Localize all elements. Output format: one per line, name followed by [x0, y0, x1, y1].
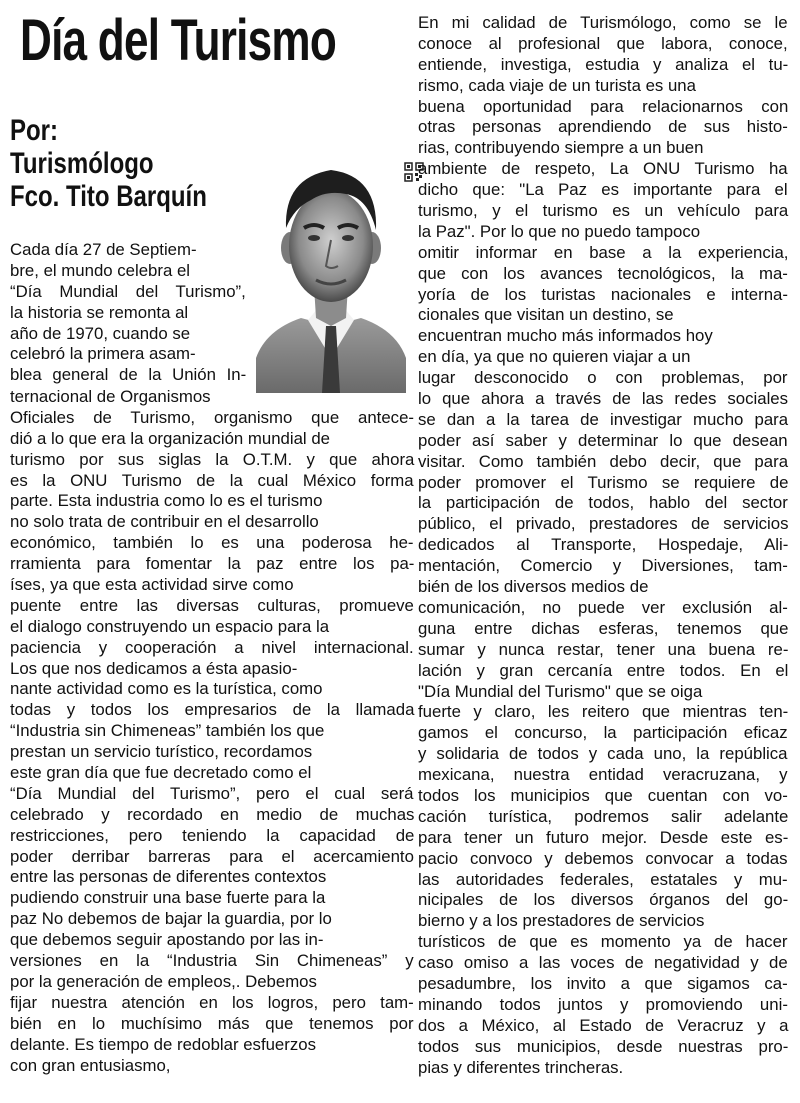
- article-text-line: pesadumbre, los invito a que sigamos ca-: [418, 973, 788, 993]
- article-text-line: “Día Mundial del Turismo”, pero el cual será: [10, 783, 414, 803]
- article-text-line: no solo trata de contribuir en el desarrollo: [10, 512, 319, 532]
- article-column-left-top: [10, 240, 246, 386]
- article-text-line: las autoridades federales, estatales y mu-: [418, 869, 788, 889]
- article-text-line: lación y gran cercanía entre todos. En el: [418, 660, 789, 680]
- author-photo: [256, 158, 406, 393]
- article-text-line: que debemos seguir apostando por las in-: [10, 930, 324, 950]
- article-text-line: dos a México, al Estado de Veracruz y a: [418, 1015, 789, 1035]
- article-text-line: entre las personas de diferentes contextos: [10, 867, 327, 887]
- article-text-line: turismo, y el turismo es un vehículo para: [418, 201, 789, 221]
- article-text-line: la Paz". Por lo que no puedo tampoco: [418, 221, 701, 241]
- article-text-line: dió a lo que era la organización mundial de: [10, 428, 330, 448]
- article-text-line: parte. Esta industria como lo es el turismo: [10, 491, 323, 511]
- article-text-line: la participación de todos, hablo del sector: [418, 493, 788, 513]
- article-text-line: la historia se remonta al: [10, 302, 189, 322]
- article-text-line: caso omiso a las voces de negatividad y de: [418, 953, 788, 973]
- article-text-line: lugar desconocido o con problemas, por: [418, 368, 788, 388]
- article-text-line: íses, ya que esta actividad sirve como: [10, 575, 294, 595]
- article-text-line: encuentran mucho más informados hoy: [418, 326, 713, 346]
- article-text-line: fuerte y claro, les reitero que mientras ten-: [418, 702, 789, 722]
- article-text-line: buena oportunidad para relacionarnos con: [418, 96, 789, 116]
- article-text-line: "Día Mundial del Turismo" que se oiga: [418, 681, 703, 701]
- article-text-line: lo que ahora a través de las redes sociales: [418, 389, 789, 409]
- article-text-line: bre, el mundo celebra el: [10, 260, 191, 280]
- article-text-line: Oficiales de Turismo, organismo que antece-: [10, 407, 414, 427]
- article-text-line: todas y todos los empresarios de la llamada: [10, 700, 415, 720]
- article-text-line: sumar y nunca restar, tener una buena re-: [418, 639, 789, 659]
- article-text-line: cionales que visitan un destino, se: [418, 305, 674, 325]
- article-text-line: ternacional de Organismos: [10, 387, 211, 406]
- article-text-line: celebró la primera asam-: [10, 344, 196, 364]
- article-text-line: bién en lo muchísimo más que tenemos por: [10, 1013, 414, 1033]
- article-text-line: comunicación, no puede ver exclusión al-: [418, 597, 788, 617]
- article-text-line: mentación, Comercio y Diversiones, tam-: [418, 556, 788, 576]
- article-text-line: prestan un servicio turístico, recordamos: [10, 742, 313, 762]
- article-text-line: delante. Es tiempo de redoblar esfuerzos: [10, 1034, 316, 1054]
- article-text-line: es la ONU Turismo de la cual México forma: [10, 470, 414, 490]
- article-text-line: minando todos juntos y promoviendo uni-: [418, 994, 788, 1014]
- article-text-line: bién de los diversos medios de: [418, 577, 649, 597]
- article-text-line: por la generación de empleos,. Debemos: [10, 971, 317, 991]
- article-text-line: este gran día que fue decretado como el: [10, 763, 312, 783]
- article-text-line: blea general de la Unión In-: [10, 365, 247, 385]
- article-text-line: guna entre dichas esferas, tenemos que: [418, 618, 789, 638]
- article-text-line: bierno y a los prestadores de servicios: [418, 911, 705, 931]
- article-text-line: y solidaria de todos y cada uno, la república: [418, 744, 788, 764]
- article-text-line: “Día Mundial del Turismo”,: [10, 281, 246, 301]
- article-text-line: se dan a la tarea de investigar mucho para: [418, 409, 789, 429]
- article-text-line: otras personas aprendiendo de sus histo-: [418, 117, 788, 137]
- article-text-line: celebrado y recordado en medio de muchas: [10, 804, 415, 824]
- article-column-left-bottom: [10, 387, 414, 1076]
- article-text-line: que con los avances tecnológicos, la ma-: [418, 263, 788, 283]
- article-text-line: restricciones, pero teniendo la capacidad de: [10, 825, 415, 845]
- article-text-line: poder así saber y determinar lo que desean: [418, 430, 788, 450]
- article-text-line: omitir informar en base a la experiencia,: [418, 242, 789, 262]
- article-text-line: turismo por sus siglas la O.T.M. y que ahora: [10, 449, 415, 469]
- article-text-line: conoce al profesional que labora, conoce,: [418, 33, 788, 53]
- article-text-line: mexicana, nuestra entidad veracruzana, y: [418, 765, 788, 785]
- article-text-line: fijar nuestra atención en los logros, pero tam-: [10, 992, 414, 1012]
- article-text-line: Cada día 27 de Septiem-: [10, 240, 197, 259]
- article-text-line: poder promover el Turismo se requiere de: [418, 472, 789, 492]
- article-text-line: gamos el concurso, la participación eficaz: [418, 723, 788, 743]
- article-text-line: en día, ya que no quieren viajar a un: [418, 347, 691, 367]
- article-text-line: público, el privado, prestadores de servicios: [418, 514, 789, 534]
- byline-prefix: Por:: [10, 114, 58, 147]
- article-text-line: dedicados al Transporte, Hospedaje, Ali-: [418, 535, 789, 555]
- article-text-line: paz No debemos de bajar la guardia, por lo: [10, 909, 332, 929]
- article-text-line: versiones en la “Industria Sin Chimeneas” y: [10, 951, 414, 971]
- article-headline: Día del Turismo: [20, 8, 336, 73]
- article-text-line: yoría de los turistas nacionales e interna-: [418, 284, 788, 304]
- article-byline: [10, 114, 207, 213]
- article-text-line: rismo, cada viaje de un turista es una: [418, 75, 696, 95]
- article-text-line: En mi calidad de Turismólogo, como se le: [418, 13, 788, 32]
- byline-author: Fco. Tito Barquín: [10, 180, 207, 213]
- article-text-line: paciencia y cooperación a nivel internacional.: [10, 637, 414, 657]
- article-text-line: pudiendo construir una base fuerte para la: [10, 888, 326, 908]
- article-text-line: Los que nos dedicamos a ésta apasio-: [10, 658, 298, 678]
- article-text-line: visitar. Como también debo decir, que para: [418, 451, 789, 471]
- article-text-line: económico, también lo es una poderosa he-: [10, 533, 414, 553]
- article-text-line: nante actividad como es la turística, como: [10, 679, 323, 699]
- article-text-line: puente entre las diversas culturas, promueve: [10, 595, 414, 615]
- article-text-line: con gran entusiasmo,: [10, 1055, 171, 1075]
- article-column-right: [418, 13, 788, 1078]
- article-text-line: para tener un futuro mejor. Desde este es-: [418, 827, 789, 847]
- article-text-line: todos sus municipios, desde nuestras pro-: [418, 1036, 789, 1056]
- byline-title: Turismólogo: [10, 147, 154, 180]
- article-text-line: pias y diferentes trincheras.: [418, 1057, 624, 1077]
- article-text-line: dicho que: "La Paz es importante para el: [418, 180, 788, 200]
- article-text-line: entiende, investiga, estudia y analiza el tu-: [418, 54, 789, 74]
- article-text-line: pacio convoco y debemos convocar a todas: [418, 848, 788, 868]
- article-text-line: rramienta para fomentar la paz entre los pa-: [10, 554, 415, 574]
- article-text-line: ambiente de respeto, La ONU Turismo ha: [418, 159, 788, 179]
- article-text-line: poder derribar barreras para el acercamiento: [10, 846, 414, 866]
- article-text-line: “Industria sin Chimeneas” también los que: [10, 721, 325, 741]
- article-text-line: todos los municipios que cuentan con vo-: [418, 785, 788, 805]
- article-text-line: año de 1970, cuando se: [10, 323, 191, 343]
- article-text-line: el dialogo construyendo un espacio para la: [10, 616, 330, 636]
- article-text-line: nicipales de los diversos órganos del go-: [418, 890, 789, 910]
- portrait-photo-icon: [256, 158, 406, 393]
- article-text-line: cación turística, podremos salir adelante: [418, 806, 789, 826]
- article-text-line: rias, contribuyendo siempre a un buen: [418, 138, 704, 158]
- article-text-line: turísticos de que es momento ya de hacer: [418, 932, 788, 952]
